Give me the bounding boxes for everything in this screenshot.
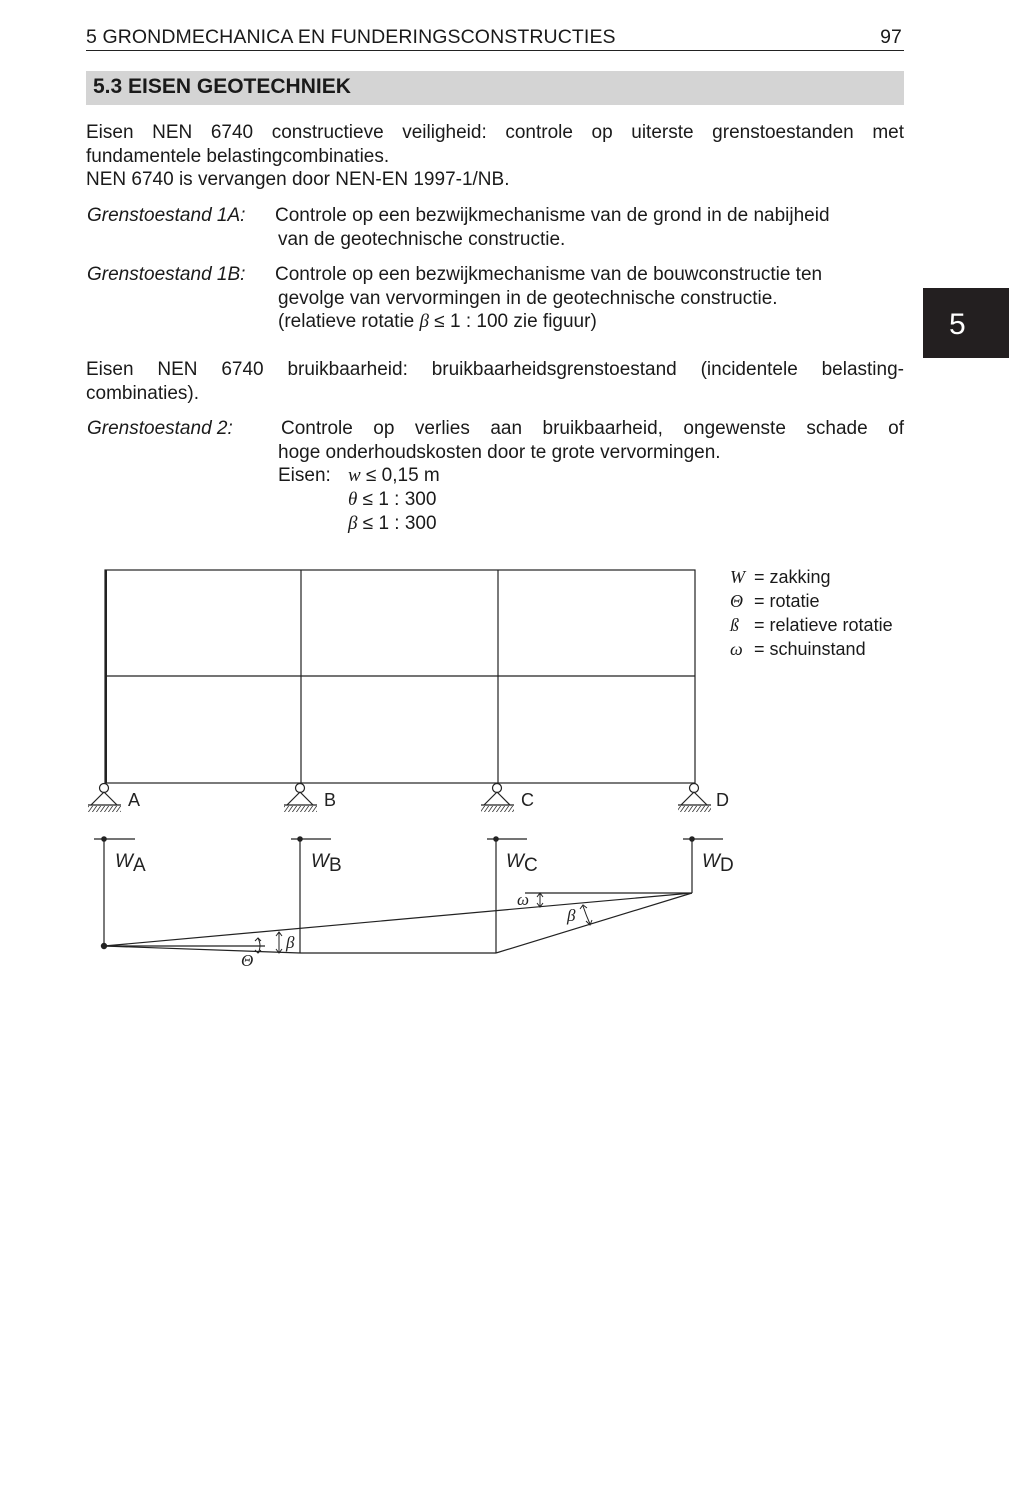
limit-state-1b-line-3-post: ≤ 1 : 100 zie figuur) — [428, 311, 597, 332]
support-c — [481, 784, 514, 813]
settlement-subscript: C — [523, 855, 538, 876]
req-beta-value: ≤ 1 : 300 — [357, 513, 437, 534]
intro-line-2: NEN 6740 is vervangen door NEN-EN 1997-1/NB. — [86, 169, 510, 190]
legend-description: = schuinstand — [754, 639, 866, 659]
settlement-label-c — [506, 851, 538, 876]
deflected-shape — [101, 893, 692, 953]
support-label-c: C — [521, 790, 534, 810]
theta-angle-label: Θ — [241, 951, 254, 970]
legend-description: = relatieve rotatie — [754, 615, 893, 635]
settlement-subscript: A — [132, 855, 146, 876]
support-a — [88, 784, 121, 813]
limit-state-1a-line-1: Controle op een bezwijkmechanisme van de grond in de nabijheid — [275, 205, 830, 226]
limit-state-2-label: Grenstoestand 2: — [87, 418, 233, 439]
req-theta-symbol: θ — [348, 489, 358, 510]
legend-symbol: Θ — [730, 591, 743, 611]
legend-symbol: ω — [730, 639, 743, 659]
building-frame — [105, 570, 695, 783]
support-b — [284, 784, 317, 813]
limit-state-2-line-2: hoge onderhoudskosten door te grote vervormingen. — [278, 441, 721, 463]
chapter-tab-label: 5 — [949, 308, 966, 341]
req-beta-symbol: β — [348, 513, 358, 534]
serviceability-paragraph: Eisen NEN 6740 bruikbaarheid: bruikbaarheidsgrenstoestand (incidentele belasting-combinaties). — [86, 359, 904, 404]
support-label-d: D — [716, 790, 729, 810]
limit-state-1b-line-2: gevolge van vervormingen in de geotechnische constructie. — [278, 287, 778, 309]
settlement-symbol: W — [702, 851, 720, 872]
limit-state-1a-label: Grenstoestand 1A: — [87, 205, 246, 226]
beta-angle-label-1: β — [286, 933, 295, 952]
beta-angle-label-2: β — [567, 906, 576, 925]
page-number: 97 — [880, 26, 902, 48]
beta-symbol: β — [419, 311, 429, 332]
settlement-subscript: B — [328, 855, 342, 876]
legend-symbol: W — [730, 567, 745, 587]
support-label-a: A — [128, 790, 141, 810]
settlement-label-d — [702, 851, 734, 876]
section-title: 5.3 EISEN GEOTECHNIEK — [93, 75, 351, 98]
req-w-symbol: w — [348, 465, 361, 486]
req-theta-value: ≤ 1 : 300 — [357, 489, 437, 510]
req-w-value: ≤ 0,15 m — [360, 465, 440, 486]
chapter-title: 5 GRONDMECHANICA EN FUNDERINGSCONSTRUCTIES — [86, 26, 616, 48]
settlement-label-a — [115, 851, 146, 876]
intro-line-1: Eisen NEN 6740 constructieve veiligheid: controle op uiterste grenstoestanden met fundamentele belastingcombinaties. — [86, 122, 904, 167]
limit-state-1b-label: Grenstoestand 1B: — [87, 264, 246, 285]
limit-state-2-line-1: Controle op verlies aan bruikbaarheid, ongewenste schade of — [281, 418, 904, 439]
requirements-label: Eisen: — [278, 465, 331, 486]
angle-arrows — [255, 893, 592, 953]
legend-symbol: ß — [730, 615, 739, 635]
limit-state-1b-line-3-pre: (relatieve rotatie — [278, 311, 420, 332]
settlement-label-b — [311, 851, 342, 876]
support-d — [678, 784, 711, 813]
omega-angle-label: ω — [517, 890, 530, 909]
settlement-symbol: W — [506, 851, 524, 872]
settlement-references — [94, 837, 723, 953]
settlement-subscript: D — [719, 855, 734, 876]
legend-description: = zakking — [754, 567, 831, 587]
settlement-symbol: W — [115, 851, 133, 872]
deflection-segment-ab — [104, 946, 300, 953]
legend-description: = rotatie — [754, 591, 820, 611]
limit-state-1a-line-2: van de geotechnische constructie. — [278, 228, 566, 250]
support-label-b: B — [324, 790, 337, 810]
settlement-symbol: W — [311, 851, 329, 872]
limit-state-1b-line-1: Controle op een bezwijkmechanisme van de bouwconstructie ten — [275, 264, 823, 285]
